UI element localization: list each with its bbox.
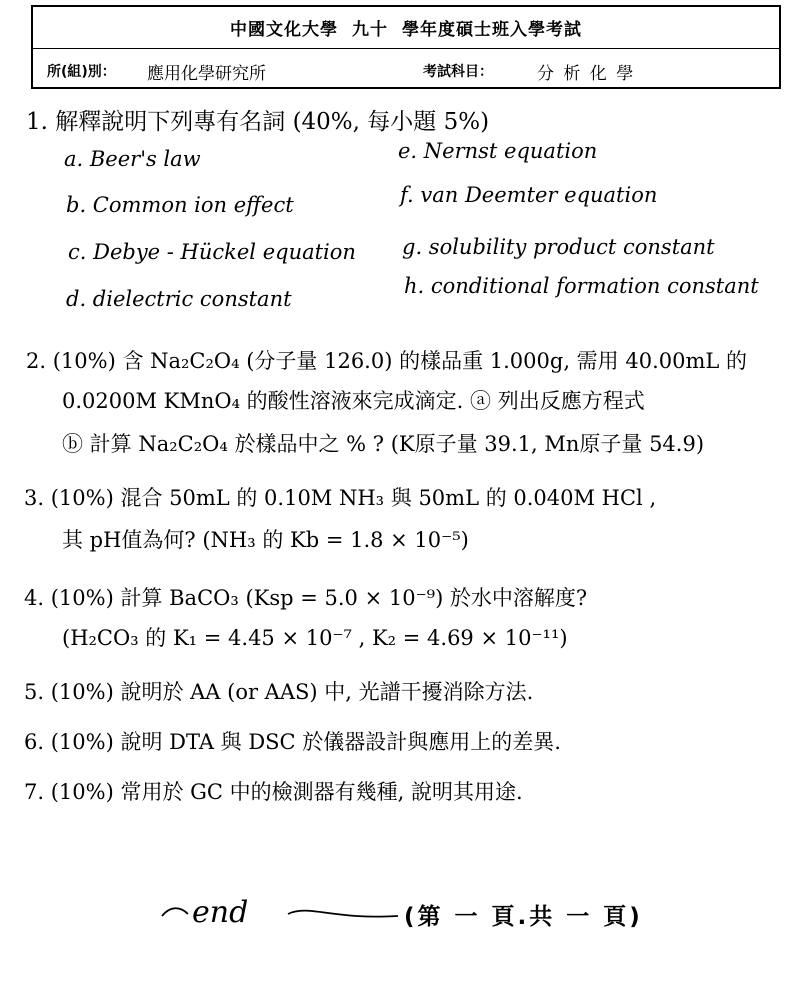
- question-1-item-b: b. Common ion effect: [66, 193, 294, 217]
- question-4-line-1: 4. (10%) 計算 BaCO₃ (Ksp = 5.0 × 10⁻⁹) 於水中溶解度?: [24, 586, 588, 610]
- question-2-line-1: 2. (10%) 含 Na₂C₂O₄ (分子量 126.0) 的樣品重 1.000g, 需用 40.00mL 的: [26, 349, 748, 373]
- question-1-item-e: e. Nernst equation: [398, 139, 598, 163]
- exam-header: [31, 5, 781, 89]
- end-mark: end: [192, 895, 249, 930]
- page-footer: [158, 890, 758, 940]
- question-1-item-a: a. Beer's law: [64, 147, 201, 171]
- question-3-line-2: 其 pH值為何? (NH₃ 的 Kb = 1.8 × 10⁻⁵): [62, 528, 469, 552]
- question-1-item-f: f. van Deemter equation: [400, 183, 658, 207]
- question-1-item-d: d. dielectric constant: [66, 287, 292, 311]
- end-flourish-icon: [158, 890, 408, 940]
- exam-title: [33, 7, 779, 49]
- question-4-line-2: (H₂CO₃ 的 K₁ = 4.45 × 10⁻⁷ , K₂ = 4.69 × 10⁻¹¹): [62, 626, 568, 650]
- question-7: 7. (10%) 常用於 GC 中的檢測器有幾種, 說明其用途.: [24, 780, 523, 804]
- exam-info-row: [33, 49, 779, 89]
- question-1-item-h: h. conditional formation constant: [404, 274, 759, 298]
- question-3-line-1: 3. (10%) 混合 50mL 的 0.10M NH₃ 與 50mL 的 0.040M HCl ,: [24, 486, 657, 510]
- department-value: 應用化學研究所: [147, 64, 266, 84]
- department-label: 所(組)別：: [47, 64, 116, 80]
- question-1-item-g: g. solubility product constant: [402, 235, 715, 259]
- title-year: 九十: [352, 20, 388, 40]
- question-1-item-c: c. Debye - Hückel equation: [68, 240, 356, 264]
- title-exam: 學年度碩士班入學考試: [402, 20, 582, 40]
- title-school: 中國文化大學: [230, 20, 338, 40]
- question-2-line-3: ⓑ 計算 Na₂C₂O₄ 於樣品中之 % ? (K原子量 39.1, Mn原子量 54.9): [62, 432, 705, 456]
- subject-label: 考試科目：: [423, 64, 493, 80]
- subject-value: 分 析 化 學: [537, 64, 636, 84]
- question-5: 5. (10%) 說明於 AA (or AAS) 中, 光譜干擾消除方法.: [24, 680, 534, 704]
- question-1: 1. 解釋說明下列專有名詞 (40%, 每小題 5%): [26, 109, 490, 135]
- question-6: 6. (10%) 說明 DTA 與 DSC 於儀器設計與應用上的差異.: [24, 730, 561, 754]
- page-indicator: (第 一 頁.共 一 頁): [404, 904, 643, 930]
- question-2-line-2: 0.0200M KMnO₄ 的酸性溶液來完成滴定. ⓐ 列出反應方程式: [62, 389, 645, 413]
